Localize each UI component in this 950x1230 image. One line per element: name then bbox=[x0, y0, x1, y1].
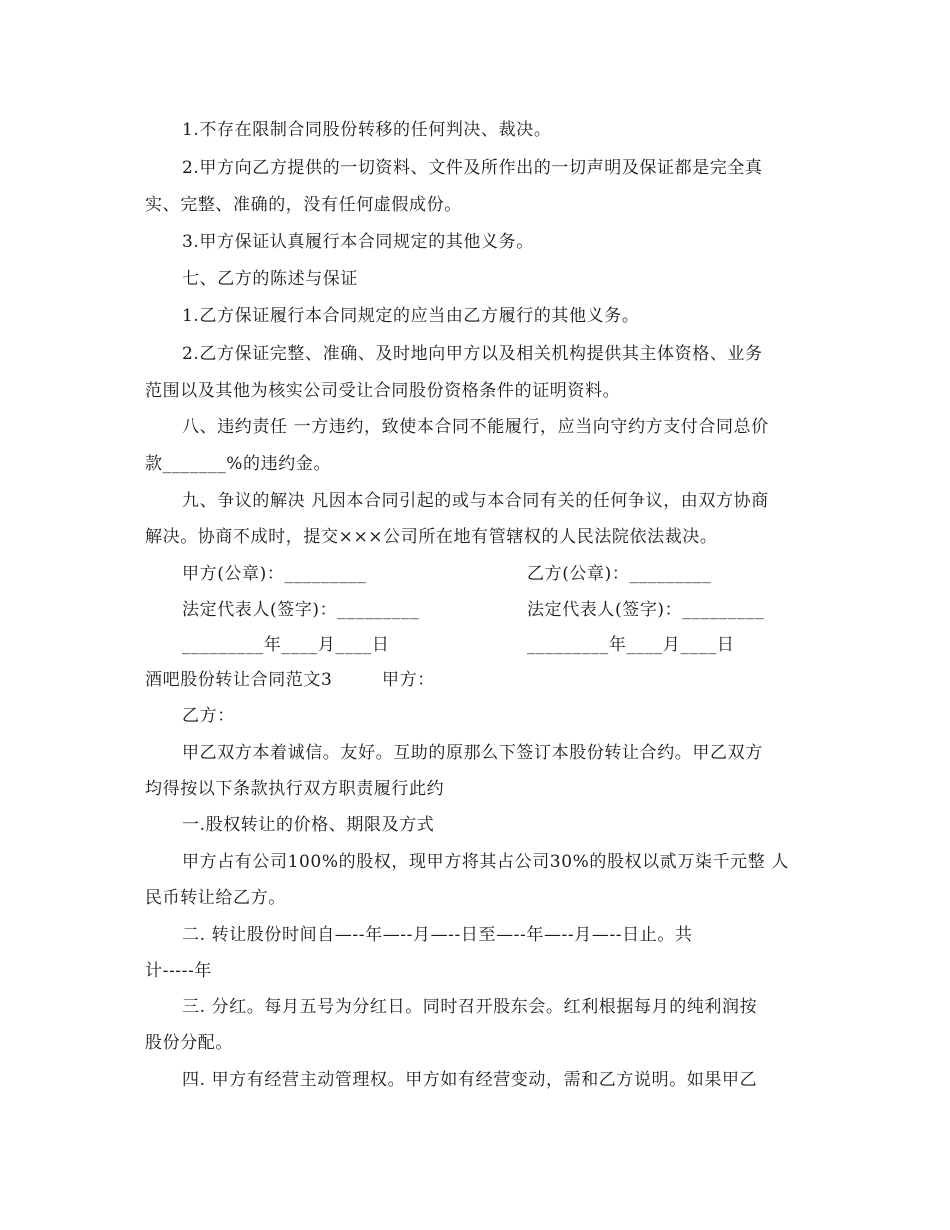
clause-9: 九、争议的解决 凡因本合同引起的或与本合同有关的任何争议，由双方协商 bbox=[182, 491, 769, 511]
section-3-clause-1-cont: 民币转让给乙方。 bbox=[145, 888, 286, 908]
party-b-seal-line: 乙方(公章)：_________ bbox=[527, 564, 712, 584]
section-3-clause-2: 二. 转让股份时间自—--年—--月—--日至—--年—--月—--日止。共 bbox=[182, 925, 693, 945]
clause-6-item-1: 1.不存在限制合同股份转移的任何判决、裁决。 bbox=[182, 120, 552, 140]
clause-8-cont: 款_______%的违约金。 bbox=[145, 454, 332, 474]
clause-7-item-2-cont: 范围以及其他为核实公司受让合同股份资格条件的证明资料。 bbox=[145, 381, 621, 401]
section-3-clause-2-cont: 计-----年 bbox=[145, 961, 212, 981]
section-3-title: 酒吧股份转让合同范文3 bbox=[145, 670, 333, 690]
section-3-clause-4: 四. 甲方有经营主动管理权。甲方如有经营变动，需和乙方说明。如果甲乙 bbox=[182, 1070, 758, 1090]
party-a-seal-line: 甲方(公章)：_________ bbox=[182, 564, 367, 584]
clause-8: 八、违约责任 一方违约，致使本合同不能履行，应当向守约方支付合同总价 bbox=[182, 417, 769, 437]
clause-6-item-3: 3.甲方保证认真履行本合同规定的其他义务。 bbox=[182, 232, 534, 252]
clause-7-item-1: 1.乙方保证履行本合同规定的应当由乙方履行的其他义务。 bbox=[182, 306, 640, 326]
section-3-clause-3: 三. 分红。每月五号为分红日。同时召开股东会。红利根据每月的纯利润按 bbox=[182, 997, 758, 1017]
clause-9-cont: 解决。协商不成时，提交×××公司所在地有管辖权的人民法院依法裁决。 bbox=[145, 527, 718, 547]
section-heading-7: 七、乙方的陈述与保证 bbox=[182, 269, 358, 289]
clause-6-item-2: 2.甲方向乙方提供的一切资料、文件及所作出的一切声明及保证都是完全真 bbox=[182, 158, 763, 178]
section-3-clause-1-heading: 一.股权转让的价格、期限及方式 bbox=[182, 815, 435, 835]
clause-7-item-2: 2.乙方保证完整、准确、及时地向甲方以及相关机构提供其主体资格、业务 bbox=[182, 344, 763, 364]
section-3-preamble: 甲乙双方本着诚信。友好。互助的原那么下签订本股份转让合约。甲乙双方 bbox=[182, 743, 763, 763]
party-b-representative-line: 法定代表人(签字)：_________ bbox=[527, 600, 765, 620]
party-a-date-line: _________年____月____日 bbox=[182, 635, 390, 655]
section-3-clause-1: 甲方占有公司100%的股权，现甲方将其占公司30%的股权以贰万柒千元整 人 bbox=[182, 852, 789, 872]
section-3-party-a: 甲方： bbox=[382, 670, 435, 690]
section-3-preamble-cont: 均得按以下条款执行双方职责履行此约 bbox=[145, 779, 445, 799]
section-3-clause-3-cont: 股份分配。 bbox=[145, 1033, 233, 1053]
party-b-date-line: _________年____月____日 bbox=[527, 635, 735, 655]
party-a-representative-line: 法定代表人(签字)：_________ bbox=[182, 600, 420, 620]
section-3-party-b: 乙方： bbox=[182, 706, 235, 726]
clause-6-item-2-cont: 实、完整、准确的，没有任何虚假成份。 bbox=[145, 195, 462, 215]
